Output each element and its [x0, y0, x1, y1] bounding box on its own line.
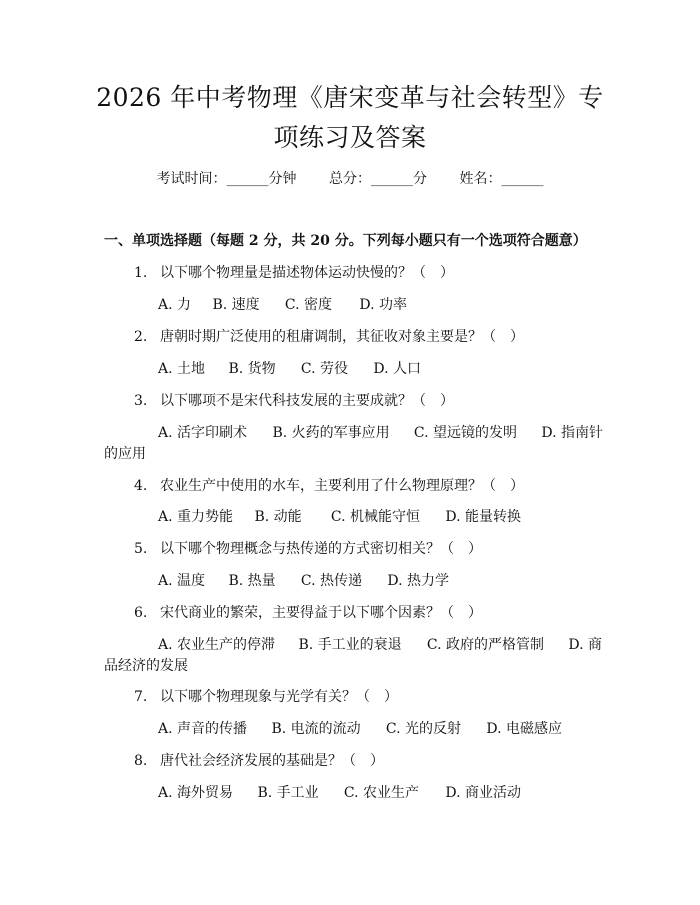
option: D. 功率: [359, 297, 407, 313]
question-number: 6.: [134, 605, 148, 621]
question: [134, 686, 398, 706]
option: B. 手工业: [257, 785, 319, 801]
question: [134, 538, 482, 558]
options-row: [158, 358, 421, 378]
option: C. 密度: [284, 297, 333, 313]
option: D. 人口: [373, 361, 421, 377]
option: C. 机械能守恒: [330, 509, 421, 525]
option: A. 力: [158, 297, 192, 313]
option: C. 农业生产: [343, 785, 420, 801]
option: D. 商: [568, 637, 602, 653]
option-continuation: 的应用: [104, 446, 146, 462]
question-number: 2.: [134, 329, 148, 345]
question-text: 唐代社会经济发展的基础是？（ ）: [160, 753, 384, 769]
option: C. 劳役: [300, 361, 349, 377]
question-number: 7.: [134, 689, 148, 705]
exam-meta: [0, 168, 700, 188]
option: B. 动能: [254, 509, 302, 525]
option: D. 热力学: [387, 573, 449, 589]
question: [134, 262, 454, 282]
option: A. 温度: [158, 573, 206, 589]
options-row: [158, 634, 602, 654]
title-line-2: 项练习及答案: [273, 123, 427, 152]
options-row: [158, 294, 407, 314]
option: A. 重力势能: [158, 509, 234, 525]
question-number: 4.: [134, 478, 148, 494]
option: D. 能量转换: [445, 509, 521, 525]
title-line-1: 2026 年中考物理《唐宋变革与社会转型》专: [96, 83, 604, 112]
option: D. 商业活动: [445, 785, 521, 801]
question: [134, 390, 454, 410]
option: B. 手工业的衰退: [298, 637, 402, 653]
question-number: 8.: [134, 753, 148, 769]
option: C. 光的反射: [385, 721, 462, 737]
question-text: 农业生产中使用的水车，主要利用了什么物理原理？（ ）: [160, 478, 524, 494]
question-text: 以下哪项不是宋代科技发展的主要成就？（ ）: [160, 393, 454, 409]
options-row: [158, 782, 521, 802]
option-continuation: 品经济的发展: [104, 658, 188, 674]
question-text: 以下哪个物理量是描述物体运动快慢的？（ ）: [160, 265, 454, 281]
option: D. 电磁感应: [486, 721, 562, 737]
option: B. 电流的流动: [271, 721, 361, 737]
options-row: [158, 422, 603, 442]
option: B. 热量: [228, 573, 276, 589]
option: C. 望远镜的发明: [413, 425, 518, 441]
option: A. 农业生产的停滞: [158, 637, 276, 653]
section-title: 一、单项选择题（每题 2 分，共 20 分。下列每小题只有一个选项符合题意）: [104, 233, 587, 249]
exam-score: 总分：______分: [329, 171, 427, 187]
options-row: [158, 718, 562, 738]
option: A. 声音的传播: [158, 721, 248, 737]
question-text: 以下哪个物理现象与光学有关？（ ）: [160, 689, 398, 705]
question-number: 1.: [134, 265, 148, 281]
option: B. 火药的军事应用: [272, 425, 390, 441]
question: [134, 475, 524, 495]
option: D. 指南针: [541, 425, 603, 441]
exam-name: 姓名：______: [459, 171, 544, 187]
options-row: [158, 570, 449, 590]
option: C. 政府的严格管制: [426, 637, 545, 653]
option: A. 土地: [158, 361, 206, 377]
exam-time: 考试时间：______分钟: [156, 171, 297, 187]
option: A. 活字印刷术: [158, 425, 248, 441]
question: [134, 750, 384, 770]
option: C. 热传递: [300, 573, 363, 589]
question-number: 5.: [134, 541, 148, 557]
option: B. 货物: [228, 361, 276, 377]
question-text: 唐朝时期广泛使用的租庸调制，其征收对象主要是？（ ）: [160, 329, 524, 345]
question-text: 以下哪个物理概念与热传递的方式密切相关？（ ）: [160, 541, 482, 557]
option: A. 海外贸易: [158, 785, 234, 801]
option: B. 速度: [212, 297, 260, 313]
question-number: 3.: [134, 393, 148, 409]
options-row: [158, 506, 521, 526]
question: [134, 602, 482, 622]
question-text: 宋代商业的繁荣，主要得益于以下哪个因素？（ ）: [160, 605, 482, 621]
question: [134, 326, 524, 346]
exam-title: [90, 78, 610, 158]
